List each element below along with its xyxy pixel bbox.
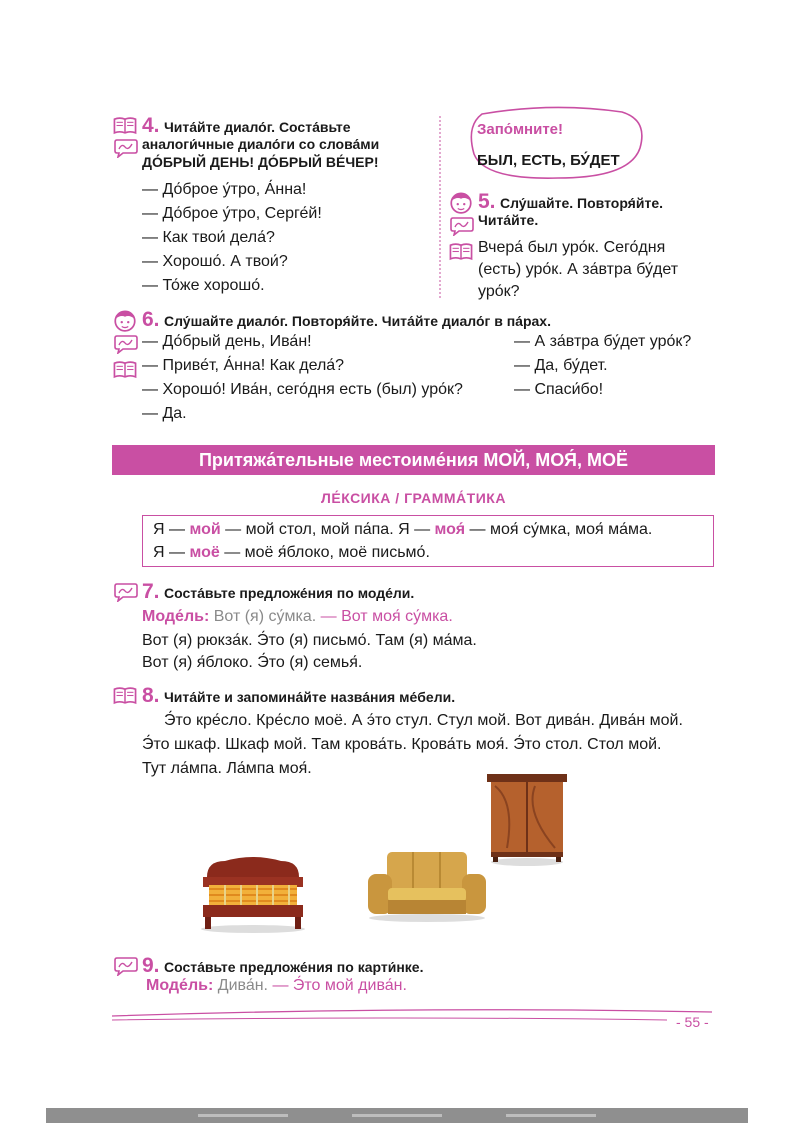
model-answer: — Э́то мой дива́н. (272, 977, 407, 994)
text-line: Э́то кре́сло. Кре́сло моё. А э́то стул. Стул мой. Вот дива́н. Дива́н мой. (164, 712, 683, 729)
book-icon (448, 242, 474, 261)
bed-illustration (195, 855, 310, 935)
sofa-illustration (362, 848, 492, 923)
speech-icon (450, 216, 474, 236)
exercise-number: 8. (142, 684, 160, 707)
exercise-title-line: аналоги́чные диало́ги со слова́ми (142, 136, 380, 152)
remember-heading: Запо́мните! (477, 121, 564, 138)
dialogue-line: — Да, бу́дет. (514, 357, 608, 374)
exercise-title: Чита́йте диало́г. Соста́вьте (163, 119, 351, 135)
dialogue-line: — Приве́т, А́нна! Как дела́? (142, 357, 345, 374)
dialogue-line: — Хорошо́! Ива́н, сего́дня есть (был) уро́к? (142, 381, 463, 398)
speech-icon (114, 582, 138, 602)
page-indicator[interactable] (506, 1114, 596, 1117)
pronoun-highlight: моё (189, 544, 220, 561)
text-line: уро́к? (478, 283, 520, 300)
dialogue-line: — А за́втра бу́дет уро́к? (514, 333, 692, 350)
text-line: Тут ла́мпа. Ла́мпа моя́. (142, 760, 312, 777)
exercise-title: Соста́вьте предложе́ния по моде́ли. (163, 585, 415, 601)
exercise-title-line: Чита́йте. (478, 212, 539, 228)
section-subtitle: ЛЕ́КСИКА / ГРАММА́ТИКА (321, 490, 506, 506)
grammar-text: Я — (153, 544, 190, 561)
exercise-number: 5. (478, 190, 496, 213)
model-answer: — Вот моя́ су́мка. (320, 608, 453, 625)
speech-icon (114, 956, 138, 976)
section-header (112, 445, 715, 475)
wardrobe-illustration (485, 772, 570, 867)
exercise-title: Слу́шайте диало́г. Повторя́йте. Чита́йте диало́г в па́рах. (163, 313, 551, 329)
exercise-number: 6. (142, 308, 160, 331)
remember-text: БЫЛ, ЕСТЬ, БУ́ДЕТ (477, 152, 620, 169)
text-line: Вчера́ был уро́к. Сего́дня (478, 239, 666, 256)
dialogue-line: — То́же хорошо́. (142, 277, 265, 294)
grammar-box (142, 515, 714, 567)
model-label: Моде́ль: (146, 977, 214, 994)
dialogue-line: — До́брое у́тро, Серге́й! (142, 205, 322, 222)
grammar-text: Я — (153, 521, 190, 538)
model-question: Дива́н. (213, 977, 273, 994)
speech-icon (114, 334, 138, 354)
dialogue-line: — Спаси́бо! (514, 381, 604, 398)
book-icon (112, 116, 138, 135)
grammar-text: — моё я́блоко, моё письмо́. (219, 544, 430, 561)
text-line: (есть) уро́к. А за́втра бу́дет (478, 261, 679, 278)
dialogue-line: — Как твои́ дела́? (142, 229, 275, 246)
model-question: Вот (я) су́мка. (209, 608, 321, 625)
exercise-title-line: ДО́БРЫЙ ДЕНЬ! ДО́БРЫЙ ВЕ́ЧЕР! (142, 154, 379, 170)
text-line: Вот (я) я́блоко. Э́то (я) семья́. (142, 654, 363, 671)
remember-oval (462, 106, 650, 186)
grammar-row (153, 541, 430, 565)
listen-icon (448, 190, 474, 214)
viewer-scrollbar[interactable] (46, 1108, 748, 1123)
footer-decoration (112, 1006, 722, 1026)
dialogue-line: — Да. (142, 405, 187, 422)
dialogue-line: — До́брый день, Ива́н! (142, 333, 312, 350)
page-number: - 55 - (676, 1014, 709, 1030)
exercise-title: Соста́вьте предложе́ния по карти́нке. (163, 959, 424, 975)
pronoun-highlight: моя́ (434, 521, 466, 538)
exercise-number: 4. (142, 114, 160, 137)
dialogue-line: — Хорошо́. А твои́? (142, 253, 288, 270)
book-icon (112, 686, 138, 705)
exercise-number: 7. (142, 580, 160, 603)
exercise-title: Чита́йте и запомина́йте назва́ния ме́бели. (163, 689, 456, 705)
speech-icon (114, 138, 138, 158)
exercise-number: 9. (142, 954, 160, 977)
text-line: Вот (я) рюкза́к. Э́то (я) письмо́. Там (я) ма́ма. (142, 632, 477, 649)
book-icon (112, 360, 138, 379)
model-line (142, 605, 453, 629)
model-line (146, 974, 407, 998)
exercise-title: Слу́шайте. Повторя́йте. (499, 195, 663, 211)
text-line: Э́то шкаф. Шкаф мой. Там крова́ть. Крова́ть моя́. Э́то стол. Стол мой. (142, 736, 662, 753)
page-indicator[interactable] (352, 1114, 442, 1117)
page-indicator[interactable] (198, 1114, 288, 1117)
grammar-row (153, 518, 652, 542)
dialogue-line: — До́брое у́тро, А́нна! (142, 181, 307, 198)
column-divider (439, 116, 441, 298)
listen-icon (112, 308, 138, 332)
grammar-text: — мой стол, мой па́па. Я — (220, 521, 435, 538)
pronoun-highlight: мой (189, 521, 221, 538)
model-label: Моде́ль: (142, 608, 210, 625)
grammar-text: — моя́ су́мка, моя́ ма́ма. (465, 521, 653, 538)
section-title: Притяжа́тельные местоиме́ния МОЙ, МОЯ́, МОЁ (198, 449, 629, 470)
